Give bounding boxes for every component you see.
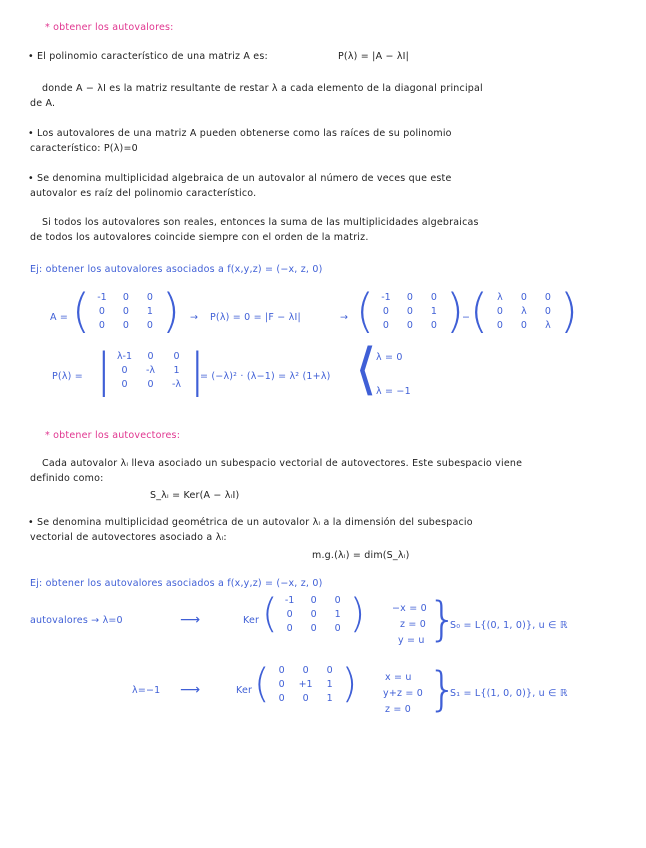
section-title-autovalores: * obtener los autovalores: [45,22,174,33]
ker-label-0: Ker [243,615,260,626]
arrow-1: → [190,312,199,323]
paragraph-donde-line1: donde A − λI es la matriz resultante de restar λ a cada elemento de la diagonal principal [42,83,483,94]
formula-polinomio: P(λ) = |A − λI| [338,51,410,62]
p-lambda-label: P(λ) = [52,371,83,382]
arrow-ev-0: ⟶ [180,612,201,628]
formula-kernel: S_λᵢ = Ker(A − λᵢI) [150,490,240,501]
example-title-2: Ej: obtener los autovalores asociados a f(x,y,z) = (−x, z, 0) [30,578,323,589]
paragraph-mult-alg-line2: autovalor es raíz del polinomio característico. [30,188,257,199]
arrow-ev-1: ⟶ [180,682,201,698]
kernel-matrix-0: ( -1 0 0 0 0 1 0 0 0 ) [262,591,366,637]
system-1-eq2: y+z = 0 [383,688,424,699]
paragraph-raices-line2: característico: P(λ)=0 [30,143,138,154]
example-title-1: Ej: obtener los autovalores asociados a f(x,y,z) = (−x, z, 0) [30,264,323,275]
section-title-autovectores: * obtener los autovectores: [45,430,181,441]
ker-label-1: Ker [236,685,253,696]
matrix-m: ( -1 0 0 0 0 1 0 0 0 ) [356,284,464,338]
paragraph-donde-line2: de A. [30,98,56,109]
determinant-matrix: | λ-1 0 0 0 -λ 1 0 0 -λ | [96,343,205,397]
matrix-a: ( -1 0 0 0 0 1 0 0 0 ) [72,284,180,338]
paragraph-subespacio-line2: definido como: [30,473,104,484]
paragraph-suma-line1: Si todos los autovalores son reales, entonces la suma de las multiplicidades algebraicas [42,217,479,228]
eigenvalue-label-1: λ=−1 [132,685,161,696]
minus-sign: − [462,312,471,323]
characteristic-equation: P(λ) = 0 = |F − λI| [210,312,301,323]
system-1-eq3: z = 0 [385,704,412,715]
system-1-brace: } [428,662,458,716]
system-1-eq1: x = u [385,672,412,683]
eigenvalue-label-0: autovalores → λ=0 [30,615,123,626]
system-0-eq3: y = u [398,635,425,646]
system-0-brace: } [428,592,458,646]
system-0-eq1: −x = 0 [392,603,427,614]
subspace-s1: S₁ = L{(1, 0, 0)}, u ∈ ℝ [450,688,568,699]
formula-mg: m.g.(λᵢ) = dim(S_λᵢ) [312,550,410,561]
system-0-eq2: z = 0 [400,619,427,630]
paragraph-mult-alg-line1: • Se denomina multiplicidad algebraica de un autovalor al número de veces que este [28,173,452,184]
paragraph-mult-geo-line1: • Se denomina multiplicidad geométrica de un autovalor λᵢ a la dimensión del subespacio [28,517,473,528]
root-2: λ = −1 [376,386,411,397]
root-1: λ = 0 [376,352,403,363]
roots-brace: ⟨ [355,337,377,402]
paragraph-suma-line2: de todos los autovalores coincide siempre con el orden de la matriz. [30,232,369,243]
matrix-a-label: A = [50,312,69,323]
arrow-2: → [340,312,349,323]
paragraph-subespacio-line1: Cada autovalor λᵢ lleva asociado un subespacio vectorial de autovectores. Este subespacio viene [42,458,523,469]
subspace-s0: S₀ = L{(0, 1, 0)}, u ∈ ℝ [450,620,568,631]
kernel-matrix-1: ( 0 0 0 0 +1 1 0 0 1 ) [254,661,358,707]
paragraph-mult-geo-line2: vectorial de autovectores asociado a λᵢ: [30,532,227,543]
polynomial-result: = (−λ)² · (λ−1) = λ² (1+λ) [200,371,331,382]
paragraph-polinomio: • El polinomio característico de una matriz A es: [28,51,268,62]
paragraph-raices-line1: • Los autovalores de una matriz A pueden obtenerse como las raíces de su polinomio [28,128,452,139]
matrix-lambda: ( λ 0 0 0 λ 0 0 0 λ ) [470,284,578,338]
